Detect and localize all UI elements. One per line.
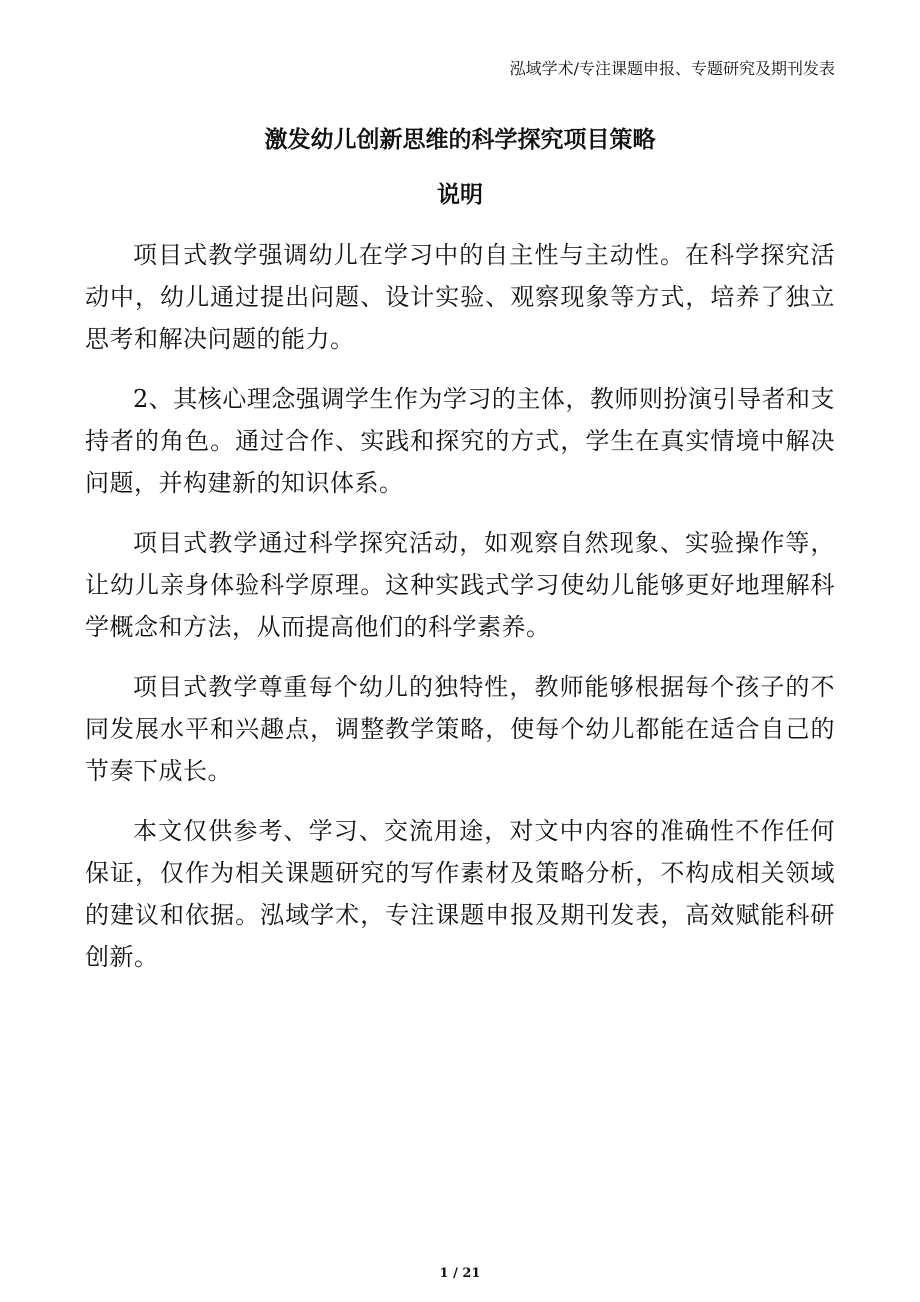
paragraph-1: 项目式教学强调幼儿在学习中的自主性与主动性。在科学探究活动中，幼儿通过提出问题、设计实验、观察现象等方式，培养了独立思考和解决问题的能力。 [85,241,835,353]
paragraph-disclaimer: 本文仅供参考、学习、交流用途，对文中内容的准确性不作任何保证，仅作为相关课题研究的写作素材及策略分析，不构成相关领域的建议和依据。泓域学术，专注课题申报及期刊发表，高效赋能科研创新。 [85,817,835,971]
paragraph-2: 2、其核心理念强调学生作为学习的主体，教师则扮演引导者和支持者的角色。通过合作、实践和探究的方式，学生在真实情境中解决问题，并构建新的知识体系。 [85,385,835,497]
document-title: 激发幼儿创新思维的科学探究项目策略 [264,127,656,153]
paragraph-3: 项目式教学通过科学探究活动，如观察自然现象、实验操作等，让幼儿亲身体验科学原理。这种实践式学习使幼儿能够更好地理解科学概念和方法，从而提高他们的科学素养。 [85,529,835,641]
page-number: 1 / 21 [439,1266,481,1281]
paragraph-4: 项目式教学尊重每个幼儿的独特性，教师能够根据每个孩子的不同发展水平和兴趣点，调整教学策略，使每个幼儿都能在适合自己的节奏下成长。 [85,673,835,785]
page-header: 泓域学术/专注课题申报、专题研究及期刊发表 [509,59,835,78]
document-body [85,234,835,996]
section-heading: 说明 [437,182,483,208]
